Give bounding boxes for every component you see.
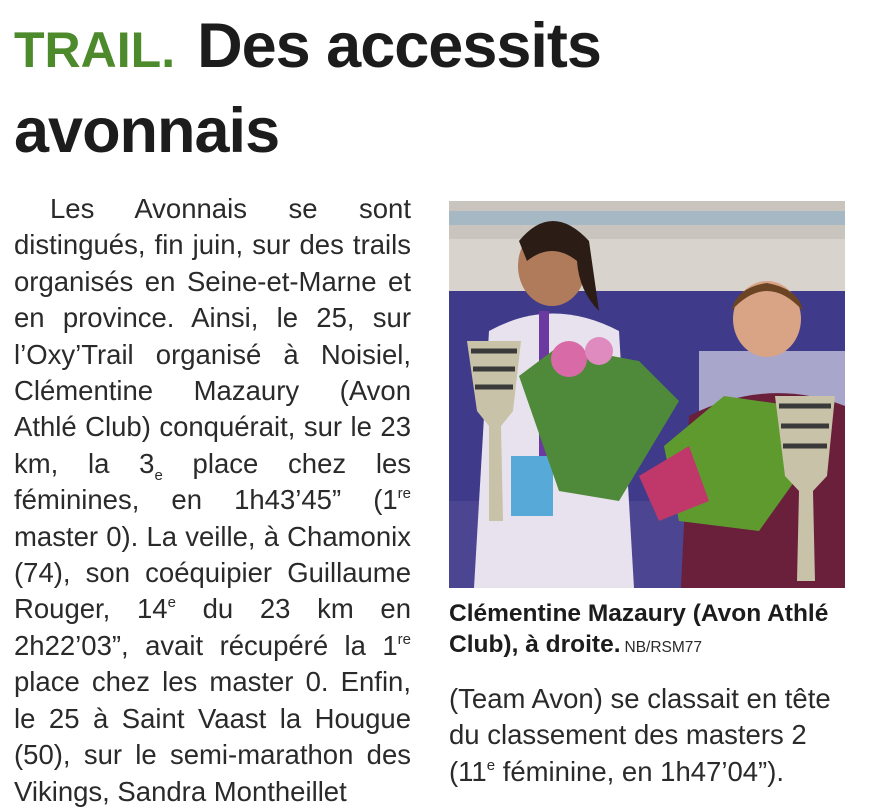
ordinal-suffix: e [486,756,496,774]
headline [14,6,874,172]
body-paragraph [14,191,411,810]
section-kicker: TRAIL. [14,22,176,78]
ordinal-suffix: re [397,630,411,648]
article-title: Des accessits avonnais [14,11,601,166]
body-paragraph-continued [449,681,849,790]
photo-credit: NB/RSM77 [624,639,703,656]
body-text: du 23 km en 2h22’03”, avait récupéré la 1 [14,593,412,661]
ordinal-suffix: re [397,485,411,503]
body-text: (Team Avon) se classait en tête du classement des masters 2 (11 [449,683,831,787]
left-bouquet-flowers [585,337,613,365]
body-text: féminine, en 1h47’04”). [495,755,784,787]
photo-caption [449,598,859,663]
article-body-left-column [14,191,411,810]
ordinal-suffix: e [154,466,163,484]
body-text: place chez les féminines, en 1h43’45” (1 [14,447,411,516]
caption-text: Clémentine Mazaury (Avon Athlé Club), à droite. [449,600,829,658]
body-text: place chez les master 0. Enfin, le 25 à Saint Vaast la Hougue (50), sur le semi-marathon des Vikings, Sandra Montheillet [14,666,411,807]
ordinal-suffix: e [167,594,176,612]
body-text: master 0). La veille, à Chamonix (74), son coéquipier Guillaume Rouger, 14 [14,520,411,625]
article-body-right-column [449,681,849,790]
medal-ribbon [511,456,553,516]
photo-window [449,211,845,225]
podium-photo [449,201,845,588]
podium-photo-illustration [449,201,845,588]
body-text: Les Avonnais se sont distingués, fin juin, sur des trails organisés en Seine-et-Marne et en province. Ainsi, le 25, sur l’Oxy’Trail organisé à Noisiel, Clémentine Mazaury (Avon Athlé Club) conquérait, sur le 23 km, la 3 [14,193,411,479]
left-bouquet-flowers [551,341,587,377]
